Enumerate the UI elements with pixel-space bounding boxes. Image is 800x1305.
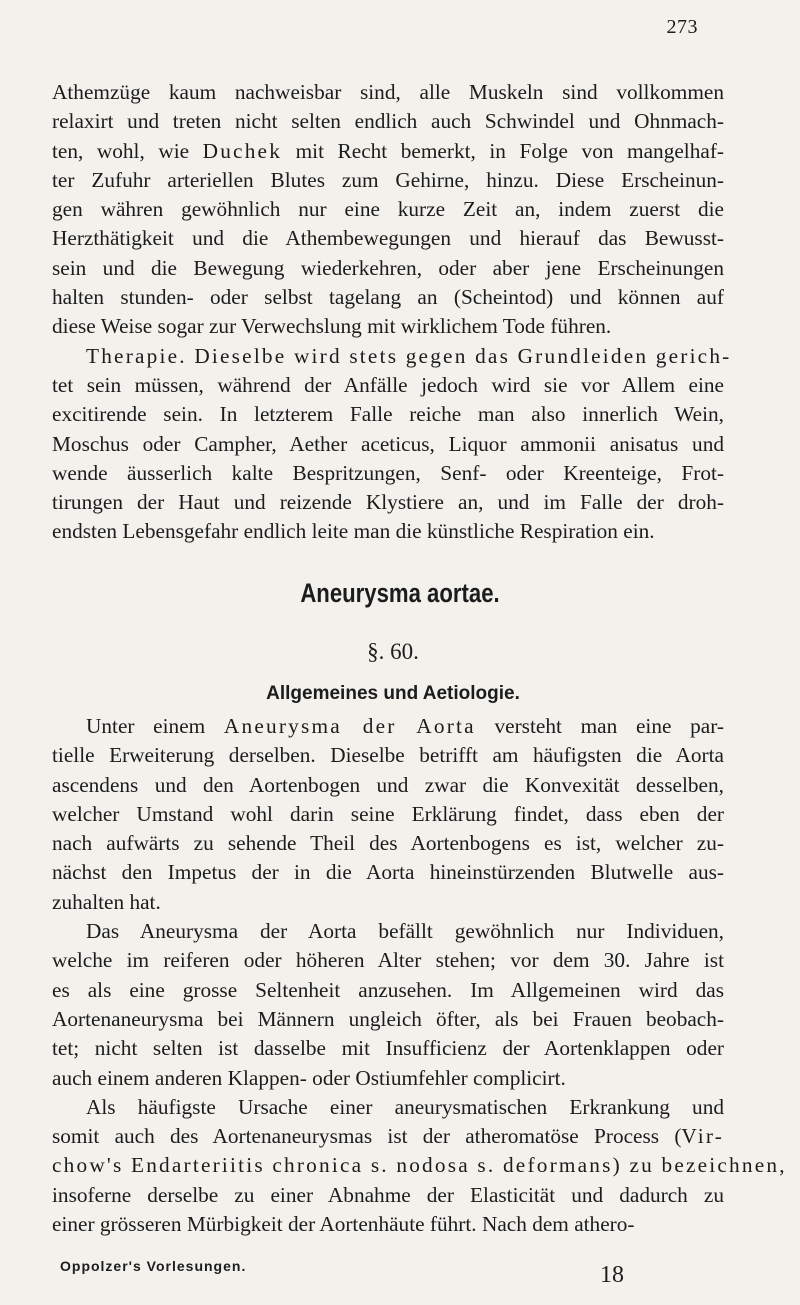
text-line [52,1093,724,1122]
text-line [52,107,724,136]
text-line [52,917,724,946]
line-text: wende äusserlich kalte Bespritzungen, Senf- oder Kreenteige, Frot- [52,460,724,485]
text-line [52,1151,787,1180]
text-line [52,771,724,800]
line-text: welche im reiferen oder höheren Alter stehen; vor dem 30. Jahre ist [52,948,724,973]
line-text: ascendens und den Aortenbogen und zwar die Konvexität desselben, [52,772,724,797]
text-line [52,517,724,546]
line-text: diese Weise sogar zur Verwechslung mit wirklichem Tode führen. [52,314,612,339]
line-text: ter Zufuhr arteriellen Blutes zum Gehirne, hinzu. Diese Erscheinun- [52,167,724,192]
line-text: relaxirt und treten nicht selten endlich auch Schwindel und Ohnmach- [52,109,724,134]
therapie-heading: Therapie [86,343,180,368]
text-line [52,166,724,195]
body-text-bottom [52,712,787,1239]
text-line [52,741,724,770]
text-line [52,1064,724,1093]
text-line [52,430,724,459]
text-line [52,888,724,917]
paragraph-epidemiology [52,917,724,1093]
line-text: insoferne derselbe zu einer Abnahme der Elasticität und dadurch zu [52,1182,724,1207]
line-text: auch einem anderen Klappen- oder Ostiumfehler complicirt. [52,1065,566,1090]
text-line [52,195,724,224]
line-text: nach aufwärts zu sehende Theil des Aortenbogens es ist, welcher zu- [52,831,724,856]
line-text: Athemzüge kaum nachweisbar sind, alle Muskeln sind vollkommen [52,80,724,104]
line-text: versteht man eine par- [475,714,724,738]
line-text: zuhalten hat. [52,889,161,914]
text-line [52,1034,724,1063]
emphasized-text: Vir- [681,1124,724,1149]
text-line [52,1005,724,1034]
emphasized-text: . Dieselbe wird stets gegen das Grundleiden gerich- [179,343,732,368]
line-text: Herzthätigkeit und die Athembewegungen und hierauf das Bewusst- [52,226,724,251]
emphasized-text: chow's [52,1153,124,1178]
line-text: tielle Erweiterung derselben. Dieselbe betrifft am häufigsten die Aorta [52,743,724,768]
text-line [52,224,724,253]
text-line [52,712,724,741]
line-text: tet; nicht selten ist dasselbe mit Insufficienz der Aortenklappen oder [52,1036,724,1061]
text-line [52,946,724,975]
text-line [52,283,724,312]
text-line [52,312,724,341]
line-text: tirungen der Haut und reizende Klystiere an, und im Falle der droh- [52,490,724,515]
text-line [52,858,724,887]
line-text: endsten Lebensgefahr endlich leite man die künstliche Respiration ein. [52,519,655,544]
emphasized-text: Endarteriitis chronica s. nodosa s. deformans) zu bezeichnen, [123,1153,787,1178]
line-text: nächst den Impetus der in die Aorta hineinstürzenden Blutwelle aus- [52,860,724,885]
page-number: 273 [666,16,698,38]
paragraph-causes [52,1093,787,1239]
text-line [52,342,732,371]
line-text: somit auch des Aortenaneurysmas ist der atheromatöse Process ( [52,1124,682,1149]
line-text: gen währen gewöhnlich nur eine kurze Zeit an, indem zuerst die [52,197,724,222]
line-text: mit Recht bemerkt, in Folge von mangelhaf- [282,138,724,163]
line-text: welcher Umstand wohl darin seine Erklärung findet, dass eben der [52,801,724,826]
line-text: ten, wohl, wie [52,138,203,163]
body-text-top [52,78,732,547]
text-line [52,459,724,488]
text-line [52,400,724,429]
line-text: Als häufigste Ursache einer aneurysmatischen Erkrankung und [86,1094,724,1119]
text-line [52,1210,724,1239]
line-text: halten stunden- oder selbst tagelang an (Scheintod) und können auf [52,285,724,310]
footer-author: Oppolzer's [60,1258,142,1274]
text-line [52,254,724,283]
line-text: excitirende sein. In letzterem Falle reiche man also innerlich Wein, [52,402,724,427]
section-title: Aneurysma aortae. [300,578,500,608]
line-text: Unter einem [86,714,224,738]
line-text: Moschus oder Campher, Aether aceticus, Liquor ammonii anisatus und [52,431,724,456]
footer-signature-mark: 18 [600,1262,624,1288]
line-text: sein und die Bewegung wiederkehren, oder aber jene Erscheinungen [52,255,724,280]
text-line [52,137,724,166]
paragraph-definition [52,712,724,917]
text-line [52,78,724,107]
text-line [52,976,724,1005]
emphasized-text: Aneurysma der Aorta [223,714,476,738]
line-text: einer grösseren Mürbigkeit der Aortenhäute führt. Nach dem athero- [52,1212,635,1237]
line-text: Aortenaneurysma bei Männern ungleich öfter, als bei Frauen beobach- [52,1006,724,1031]
text-line [52,1122,724,1151]
text-line [52,1181,724,1210]
footer-title: Vorlesungen. [141,1258,247,1274]
text-line [52,829,724,858]
footer-signature-line [60,1258,680,1274]
paragraph-therapie [52,342,732,547]
text-line [52,800,724,829]
section-number: §. 60. [367,639,419,664]
line-text: es als eine grosse Seltenheit anzusehen. Im Allgemeinen wird das [52,977,724,1002]
section-subtitle: Allgemeines und Aetiologie. [266,683,520,704]
emphasized-text: Duchek [202,138,283,163]
line-text: Das Aneurysma der Aorta befällt gewöhnlich nur Individuen, [86,919,724,944]
paragraph-fainting [52,78,724,342]
text-line [52,371,724,400]
text-line [52,488,724,517]
line-text: tet sein müssen, während der Anfälle jedoch wird sie vor Allem eine [52,372,724,397]
